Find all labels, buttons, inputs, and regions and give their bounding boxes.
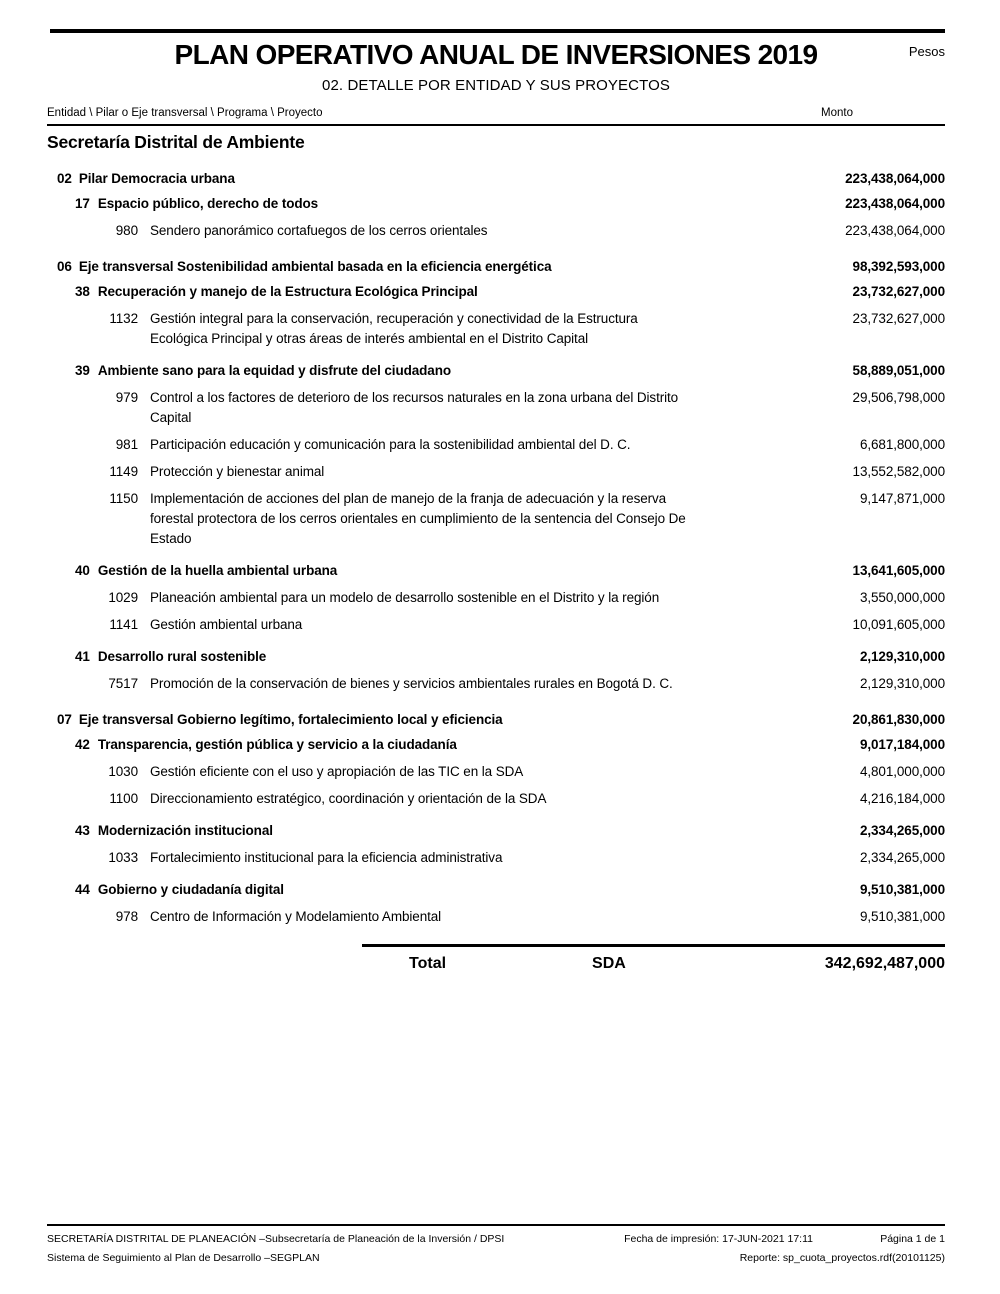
footer-system-name: Sistema de Seguimiento al Plan de Desarrollo –SEGPLAN xyxy=(47,1252,320,1264)
row-label: Planeación ambiental para un modelo de desarrollo sostenible en el Distrito y la región xyxy=(150,590,660,605)
row-amount: 3,550,000,000 xyxy=(859,590,945,605)
header-rule xyxy=(47,124,945,126)
row-code: 41 xyxy=(75,649,90,664)
row-code: 06 xyxy=(57,259,72,274)
column-header-hierarchy: Entidad \ Pilar o Eje transversal \ Programa \ Proyecto xyxy=(47,107,323,119)
row-label: Gestión integral para la conservación, recuperación y conectividad de la Estructura Ecológica Principal y otras áreas de interés ambiental en el Distrito Capital xyxy=(150,311,638,346)
report-row-07 xyxy=(47,710,945,730)
row-amount: 58,889,051,000 xyxy=(852,363,945,378)
row-label: Modernización institucional xyxy=(97,823,273,838)
row-code: 38 xyxy=(75,284,90,299)
row-amount: 223,438,064,000 xyxy=(845,171,945,186)
row-amount: 9,510,381,000 xyxy=(859,909,945,924)
row-amount: 20,861,830,000 xyxy=(852,712,945,727)
row-label: Fortalecimiento institucional para la eficiencia administrativa xyxy=(150,850,503,865)
row-label: Gestión ambiental urbana xyxy=(150,617,303,632)
footer-rule xyxy=(47,1224,945,1226)
total-amount: 342,692,487,000 xyxy=(824,955,945,972)
report-row-38 xyxy=(47,282,945,302)
row-code: 07 xyxy=(57,712,72,727)
row-code: 1132 xyxy=(109,311,138,326)
row-code: 1150 xyxy=(109,491,138,506)
report-row-978 xyxy=(47,907,945,927)
row-amount: 9,147,871,000 xyxy=(859,491,945,506)
total-row xyxy=(362,944,945,973)
row-label: Implementación de acciones del plan de manejo de la franja de adecuación y la reserva forestal protectora de los cerros orientales en cumplimiento de la sentencia del Consejo De Estado xyxy=(150,491,686,546)
report-subtitle: 02. DETALLE POR ENTIDAD Y SUS PROYECTOS xyxy=(322,77,670,94)
row-code: 981 xyxy=(115,437,138,452)
total-label: Total xyxy=(409,955,447,972)
report-row-1033 xyxy=(47,848,945,868)
row-label: Participación educación y comunicación para la sostenibilidad ambiental del D. C. xyxy=(150,437,631,452)
report-row-1100 xyxy=(47,789,945,809)
row-code: 40 xyxy=(75,563,90,578)
row-amount: 13,641,605,000 xyxy=(852,563,945,578)
report-row-7517 xyxy=(47,674,945,694)
row-amount: 2,334,265,000 xyxy=(859,850,945,865)
report-row-1141 xyxy=(47,615,945,635)
report-row-1132 xyxy=(47,309,945,349)
report-row-17 xyxy=(47,194,945,214)
row-label: Ambiente sano para la equidad y disfrute del ciudadano xyxy=(97,363,452,378)
row-code: 1033 xyxy=(108,850,138,865)
row-label: Desarrollo rural sostenible xyxy=(97,649,267,664)
report-row-43 xyxy=(47,821,945,841)
row-amount: 223,438,064,000 xyxy=(845,223,945,238)
row-label: Centro de Información y Modelamiento Ambiental xyxy=(150,909,442,924)
footer-print-date: Fecha de impresión: 17-JUN-2021 17:11 xyxy=(624,1233,813,1245)
row-label: Promoción de la conservación de bienes y servicios ambientales rurales en Bogotá D. C. xyxy=(150,676,673,691)
column-header-row xyxy=(47,107,945,124)
footer-line-1 xyxy=(47,1233,945,1245)
row-code: 1149 xyxy=(109,464,138,479)
row-label: Control a los factores de deterioro de los recursos naturales en la zona urbana del Distrito Capital xyxy=(150,390,679,425)
row-amount: 223,438,064,000 xyxy=(845,196,945,211)
row-label: Pilar Democracia urbana xyxy=(78,171,235,186)
row-amount: 98,392,593,000 xyxy=(852,259,945,274)
report-row-40 xyxy=(47,561,945,581)
row-amount: 4,801,000,000 xyxy=(859,764,945,779)
report-row-980 xyxy=(47,221,945,241)
row-code: 1141 xyxy=(109,617,138,632)
row-amount: 23,732,627,000 xyxy=(852,311,945,326)
row-code: 979 xyxy=(115,390,138,405)
row-amount: 10,091,605,000 xyxy=(852,617,945,632)
report-row-1030 xyxy=(47,762,945,782)
row-code: 42 xyxy=(75,737,90,752)
currency-unit-label: Pesos xyxy=(908,44,945,59)
row-amount: 23,732,627,000 xyxy=(852,284,945,299)
report-row-1029 xyxy=(47,588,945,608)
row-code: 17 xyxy=(75,196,90,211)
report-row-06 xyxy=(47,257,945,277)
report-row-02 xyxy=(47,169,945,189)
row-amount: 9,510,381,000 xyxy=(859,882,945,897)
row-label: Eje transversal Gobierno legítimo, fortalecimiento local y eficiencia xyxy=(78,712,503,727)
report-row-1150 xyxy=(47,489,945,549)
row-label: Direccionamiento estratégico, coordinación y orientación de la SDA xyxy=(150,791,547,806)
report-row-44 xyxy=(47,880,945,900)
total-entity-code: SDA xyxy=(592,955,626,972)
row-label: Gobierno y ciudadanía digital xyxy=(97,882,284,897)
row-label: Espacio público, derecho de todos xyxy=(97,196,319,211)
row-amount: 13,552,582,000 xyxy=(852,464,945,479)
report-row-42 xyxy=(47,735,945,755)
row-amount: 4,216,184,000 xyxy=(859,791,945,806)
row-amount: 2,334,265,000 xyxy=(859,823,945,838)
report-row-1149 xyxy=(47,462,945,482)
row-code: 02 xyxy=(57,171,72,186)
entity-name: Secretaría Distrital de Ambiente xyxy=(47,132,305,152)
row-label: Gestión eficiente con el uso y apropiación de las TIC en la SDA xyxy=(150,764,524,779)
footer-report-file: Reporte: sp_cuota_proyectos.rdf(20101125) xyxy=(739,1252,945,1264)
row-code: 44 xyxy=(75,882,90,897)
row-code: 980 xyxy=(115,223,138,238)
footer-organization: SECRETARÍA DISTRITAL DE PLANEACIÓN –Subsecretaría de Planeación de la Inversión / DPSI xyxy=(47,1233,505,1245)
row-amount: 2,129,310,000 xyxy=(859,676,945,691)
row-label: Eje transversal Sostenibilidad ambiental basada en la eficiencia energética xyxy=(78,259,552,274)
column-header-amount: Monto xyxy=(821,107,853,119)
report-row-39 xyxy=(47,361,945,381)
row-code: 1030 xyxy=(108,764,138,779)
report-rows xyxy=(47,153,945,927)
row-amount: 29,506,798,000 xyxy=(852,390,945,405)
row-label: Gestión de la huella ambiental urbana xyxy=(97,563,338,578)
report-row-979 xyxy=(47,388,945,428)
row-label: Recuperación y manejo de la Estructura Ecológica Principal xyxy=(97,284,478,299)
row-amount: 9,017,184,000 xyxy=(859,737,945,752)
row-code: 39 xyxy=(75,363,90,378)
top-rule xyxy=(50,29,945,33)
row-amount: 6,681,800,000 xyxy=(859,437,945,452)
report-footer xyxy=(47,1224,945,1264)
row-code: 978 xyxy=(115,909,138,924)
row-amount: 2,129,310,000 xyxy=(859,649,945,664)
row-label: Sendero panorámico cortafuegos de los cerros orientales xyxy=(150,223,488,238)
row-code: 7517 xyxy=(108,676,138,691)
footer-line-2 xyxy=(47,1252,945,1264)
row-code: 43 xyxy=(75,823,90,838)
row-label: Transparencia, gestión pública y servicio a la ciudadanía xyxy=(97,737,457,752)
report-header xyxy=(47,39,945,71)
report-title: PLAN OPERATIVO ANUAL DE INVERSIONES 2019 xyxy=(174,39,818,70)
footer-page-number: Página 1 de 1 xyxy=(880,1233,945,1245)
report-row-41 xyxy=(47,647,945,667)
report-row-981 xyxy=(47,435,945,455)
row-code: 1029 xyxy=(108,590,138,605)
row-label: Protección y bienestar animal xyxy=(150,464,325,479)
row-code: 1100 xyxy=(109,791,138,806)
